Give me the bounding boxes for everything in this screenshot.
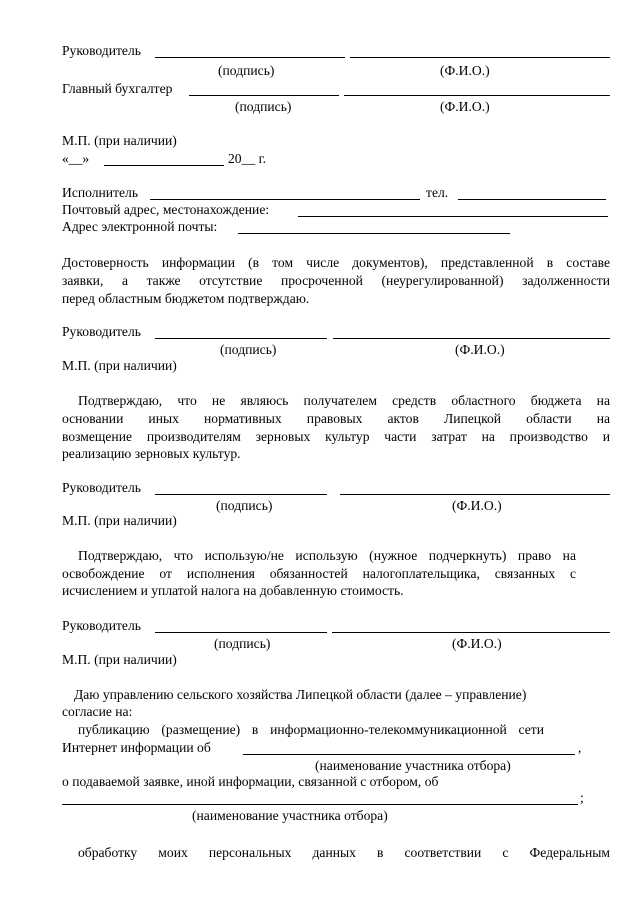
manager-signature-line[interactable] xyxy=(155,494,327,495)
participant-caption: (наименование участника отбора) xyxy=(192,808,388,823)
phone-line[interactable] xyxy=(458,199,606,200)
manager-fio-line[interactable] xyxy=(340,494,610,495)
phone-label: тел. xyxy=(426,185,449,200)
email-line[interactable] xyxy=(238,233,510,234)
signature-caption: (подпись) xyxy=(235,99,292,114)
accountant-signature-line[interactable] xyxy=(189,95,339,96)
consent-text-line: о подаваемой заявке, иной информации, связанной с отбором, об xyxy=(62,774,439,789)
comma: , xyxy=(578,740,582,755)
consent-text-line: публикацию (размещение) в информационно-телекоммуникационной сети xyxy=(78,722,544,737)
fio-caption: (Ф.И.О.) xyxy=(452,636,502,651)
date-year: 20__ г. xyxy=(228,151,267,166)
consent-text-line: Интернет информации об xyxy=(62,740,211,755)
postal-address-label: Почтовый адрес, местонахождение: xyxy=(62,202,270,217)
stamp-label: М.П. (при наличии) xyxy=(62,133,177,148)
vat-text-line: исчислением и уплатой налога на добавленную стоимость. xyxy=(62,583,404,598)
vat-text-line: освобождение от исполнения обязанностей налогоплательщика, связанных с xyxy=(62,566,576,581)
fio-caption: (Ф.И.О.) xyxy=(452,498,502,513)
date-day: «__» xyxy=(62,151,90,166)
stamp-label: М.П. (при наличии) xyxy=(62,358,177,373)
reliability-text-line: заявки, а также отсутствие просроченной (неурегулированной) задолженности xyxy=(62,273,610,288)
consent-text-line: обработку моих персональных данных в соответствии с Федеральным xyxy=(78,845,610,860)
chief-accountant-label: Главный бухгалтер xyxy=(62,81,173,96)
fio-caption: (Ф.И.О.) xyxy=(455,342,505,357)
manager-label: Руководитель xyxy=(62,480,141,495)
manager-signature-line[interactable] xyxy=(155,632,327,633)
stamp-label: М.П. (при наличии) xyxy=(62,652,177,667)
signature-caption: (подпись) xyxy=(214,636,271,651)
manager-fio-line[interactable] xyxy=(350,57,610,58)
consent-text-line: согласие на: xyxy=(62,704,133,719)
manager-fio-line[interactable] xyxy=(332,632,610,633)
signature-caption: (подпись) xyxy=(218,63,275,78)
confirm-text-line: Подтверждаю, что не являюсь получателем средств областного бюджета на xyxy=(78,393,610,408)
manager-label: Руководитель xyxy=(62,43,141,58)
reliability-text-line: перед областным бюджетом подтверждаю. xyxy=(62,291,310,306)
executor-label: Исполнитель xyxy=(62,185,139,200)
accountant-fio-line[interactable] xyxy=(344,95,610,96)
postal-address-line[interactable] xyxy=(298,216,608,217)
confirm-text-line: возмещение производителям зерновых культур части затрат на производство и xyxy=(62,429,610,444)
semicolon: ; xyxy=(580,790,584,805)
manager-signature-line[interactable] xyxy=(155,57,345,58)
participant-caption: (наименование участника отбора) xyxy=(315,758,511,773)
date-month-line[interactable] xyxy=(104,165,224,166)
fio-caption: (Ф.И.О.) xyxy=(440,63,490,78)
consent-text-line: Даю управлению сельского хозяйства Липецкой области (далее – управление) xyxy=(74,687,527,702)
email-label: Адрес электронной почты: xyxy=(62,219,218,234)
reliability-text-line: Достоверность информации (в том числе документов), представленной в составе xyxy=(62,255,610,270)
executor-line[interactable] xyxy=(150,199,420,200)
manager-label: Руководитель xyxy=(62,324,141,339)
participant-name-line-2[interactable] xyxy=(62,804,578,805)
confirm-text-line: реализацию зерновых культур. xyxy=(62,446,241,461)
signature-caption: (подпись) xyxy=(216,498,273,513)
stamp-label: М.П. (при наличии) xyxy=(62,513,177,528)
fio-caption: (Ф.И.О.) xyxy=(440,99,490,114)
participant-name-line[interactable] xyxy=(243,754,575,755)
signature-caption: (подпись) xyxy=(220,342,277,357)
manager-label: Руководитель xyxy=(62,618,141,633)
manager-fio-line[interactable] xyxy=(333,338,610,339)
confirm-text-line: основании иных нормативных правовых актов Липецкой области на xyxy=(62,411,610,426)
manager-signature-line[interactable] xyxy=(155,338,327,339)
vat-text-line: Подтверждаю, что использую/не использую (нужное подчеркнуть) право на xyxy=(78,548,576,563)
